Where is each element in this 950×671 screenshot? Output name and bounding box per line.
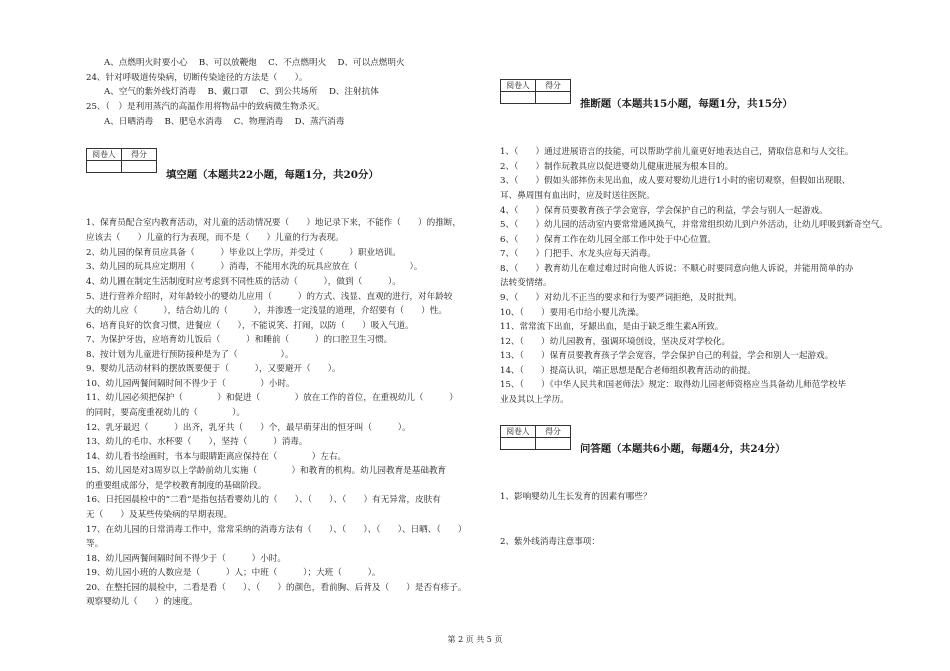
- score-cell: [122, 161, 157, 173]
- question-25-options: A、日晒消毒 B、肥皂水消毒 C、物理消毒 D、蒸汽消毒: [104, 117, 345, 127]
- qa-question: 2、紫外线消毒注意事项：: [500, 537, 600, 547]
- judge-section-heading: 推断题（本题共15小题，每题1分，共15分）: [580, 98, 793, 110]
- fill-line: 9、婴幼儿活动材料的摆放既要便于（ ），又要避开（ ）。: [86, 364, 341, 374]
- score-box-qa: [500, 425, 571, 450]
- qa-section-heading: 问答题（本题共6小题，每题4分，共24分）: [580, 443, 786, 455]
- fill-line: 16、日托园晨检中的“二看”是指包括看婴幼儿的（ ）、（ ）、（ ）有无异常，皮肤有: [86, 495, 441, 505]
- grader-label: 阅卷人: [501, 80, 536, 92]
- fill-line: 3、幼儿园的玩具应定期用（ ）消毒，不能用水洗的玩具应放在（ ）。: [86, 262, 423, 272]
- fill-line: 应该去（ ）儿童的行为表现，而不是（ ）儿童的行为表现。: [86, 233, 344, 243]
- judge-line: 2、（ ）制作玩教具应以促进婴幼儿健康进展为根本目的。: [500, 162, 734, 172]
- score-label: 得分: [536, 80, 571, 92]
- grader-label: 阅卷人: [501, 426, 536, 438]
- fill-line: 11、幼儿园必须把保护（ ）和促进（ ）放在工作的首位，在重视幼儿（ ）: [86, 393, 458, 403]
- judge-line: 3、（ ）假如头部摔伤未见出血，成人要对婴幼儿进行1小时的密切观察，但假如出现眼、: [500, 176, 851, 186]
- fill-line: 20、在整托园的晨检中，二看是看（ ）、（ ）的颜色，看前胸、后背及（ ）是否有疹子。: [86, 583, 467, 593]
- grader-label: 阅卷人: [87, 149, 122, 161]
- judge-line: 9、（ ）对幼儿不正当的要求和行为要严词拒绝，及时批判。: [500, 293, 742, 303]
- fill-line: 12、乳牙最迟（ ）出齐，乳牙共（ ）个，最早萌芽出的恒牙叫（ ）。: [86, 423, 411, 433]
- judge-line: 12、（ ）幼儿园教育，强调环境创设，坚决反对学校化。: [500, 337, 731, 347]
- judge-line: 4、（ ）保育员要教育孩子学会宽容，学会保护自己的利益，学会与别人一起游戏。: [500, 206, 828, 216]
- fill-line: 13、幼儿的毛巾、水杯要（ ），坚持（ ）消毒。: [86, 437, 308, 447]
- fill-line: 大的幼儿应（ ），结合幼儿的（ ），并渗透一定浅显的道理，介绍要有（ ）性。: [86, 306, 447, 316]
- fill-line: 2、幼儿园的保育员应具备（ ）毕业以上学历，并受过（ ）职业培训。: [86, 248, 401, 258]
- judge-line: 8、（ ）教育幼儿在难过难过时向他人诉说；不顺心时要同意向他人诉说，并能用简单的办: [500, 264, 854, 274]
- grader-cell: [501, 92, 536, 104]
- judge-line: 10、（ ）要用毛巾给小婴儿洗澡。: [500, 308, 645, 318]
- grader-cell: [87, 161, 122, 173]
- judge-line: 14、（ ）提高认识，端正思想是配合老师组织教育活动的前提。: [500, 366, 756, 376]
- grader-cell: [501, 438, 536, 450]
- fill-line: 14、幼儿看书绘画时，书本与眼睛距离应保持在（ ）左右。: [86, 452, 347, 462]
- question-24-options: A、空气的紫外线灯消毒 B、戴口罩 C、到公共场所 D、注射抗体: [104, 87, 379, 97]
- fill-line: 19、幼儿园小班的人数应是（ ）人；中班（ ）；大班（ ）。: [86, 568, 381, 578]
- fill-line: 7、为保护牙齿，应培育幼儿饭后（ ）和睡前（ ）的口腔卫生习惯。: [86, 335, 393, 345]
- question-23-options: A、点燃明火时要小心 B、可以放鞭炮 C、不点燃明火 D、可以点燃明火: [104, 58, 405, 68]
- score-label: 得分: [536, 426, 571, 438]
- judge-line: 13、（ ）保育员要教育孩子学会宽容，学会保护自己的利益，学会和别人一起游戏。: [500, 351, 834, 361]
- score-cell: [536, 92, 571, 104]
- judge-line: 7、（ ）门把手、水龙头应每天消毒。: [500, 249, 656, 259]
- fill-line: 8、按计划为儿童进行预防接种是为了（ ）。: [86, 350, 294, 360]
- fill-line: 18、幼儿园两餐间隔时间不得少于（ ）小时。: [86, 554, 286, 564]
- page-number: 第 2 页 共 5 页: [447, 635, 503, 644]
- fill-line: 15、幼儿园是对3周岁以上学龄前幼儿实施（ ）和教育的机构。幼儿园教育是基础教育: [86, 466, 447, 476]
- score-box-judge: [500, 79, 571, 104]
- score-cell: [536, 438, 571, 450]
- fill-line: 17、在幼儿园的日常消毒工作中，常常采纳的消毒方法有（ ）、（ ）、（ ）、日晒、（ ）: [86, 525, 467, 535]
- judge-line: 15、（ ）《中华人民共和国老师法》规定：取得幼儿园老师资格应当具备幼儿师范学校毕: [500, 380, 847, 390]
- fill-line: 6、培育良好的饮食习惯，进餐应（ ），不能说笑、打闹，以防（ ）吸入气道。: [86, 321, 414, 331]
- question-25: 25、（ ）是利用蒸汽的高温作用将物品中的致病微生物杀灭。: [86, 102, 325, 112]
- judge-line: 11、常常流下出血，牙龈出血，是由于缺乏维生素A所致。: [500, 322, 724, 332]
- question-24: 24、针对呼吸道传染病，切断传染途径的方法是（ ）。: [86, 73, 308, 83]
- fill-line: 等。: [86, 539, 104, 549]
- judge-line: 6、（ ）保育工作在幼儿园全部工作中处于中心位置。: [500, 235, 717, 245]
- fill-line: 的重要组成部分，是学校教育制度的基础阶段。: [86, 481, 267, 491]
- fill-section-heading: 填空题（本题共22小题，每题1分，共20分）: [166, 169, 379, 181]
- fill-line: 无（ ）及某些传染病的早期表现。: [86, 510, 233, 520]
- fill-line: 5、进行营养介绍时，对年龄较小的婴幼儿应用（ ）的方式、浅显、直观的进行，对年龄较: [86, 292, 453, 302]
- judge-line: 业及其以上学历。: [500, 395, 569, 405]
- fill-line: 1、保育员配合室内教育活动，对儿童的活动情况要（ ）地记录下来，不能作（ ）的推断，: [86, 218, 462, 228]
- fill-line: 4、幼儿圃在制定生活制度时应考虑到不同性质的活动（ ），做到（ ）。: [86, 277, 401, 287]
- fill-line: 观察婴幼儿（ ）的速度。: [86, 597, 198, 607]
- judge-line: 1、（ ）通过进展语言的技能，可以帮助学前儿童更好地表达自己，猜取信息和与人交往。: [500, 147, 854, 157]
- qa-question: 1、影响婴幼儿生长发育的因素有哪些？: [500, 492, 652, 502]
- score-box-fill: [86, 148, 157, 173]
- fill-line: 的同时，要高度重视幼儿的（ ）。: [86, 408, 245, 418]
- judge-line: 5、（ ）幼儿园的活动室内要常常通风换气，并常常组织幼儿到户外活动，让幼儿呼吸到新奇空气。: [500, 220, 888, 230]
- score-label: 得分: [122, 149, 157, 161]
- judge-line: 耳、鼻周围有血出时，应及时送往医院。: [500, 191, 655, 201]
- fill-line: 10、幼儿园两餐间隔时间不得少于（ ）小时。: [86, 379, 295, 389]
- judge-line: 法转变情绪。: [500, 278, 552, 288]
